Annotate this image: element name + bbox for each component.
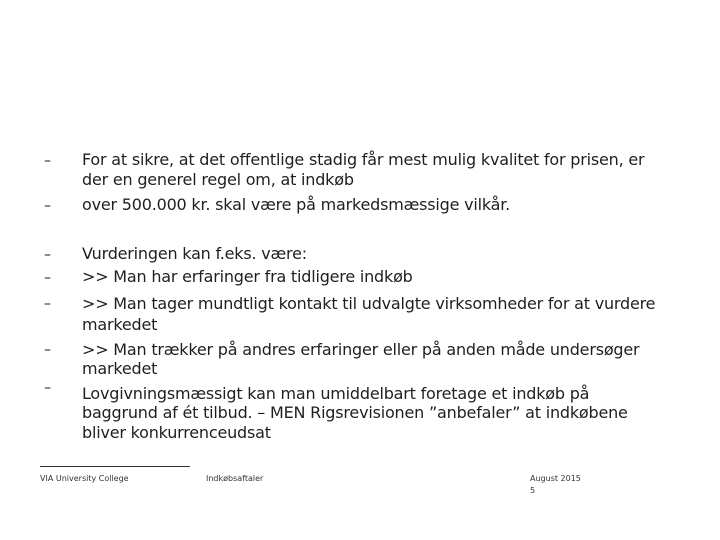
bullet-text-line: over 500.000 kr. skal være på markedsmæssige vilkår. (82, 195, 511, 214)
footer-divider (40, 466, 190, 467)
footer-page-number: 5 (530, 486, 536, 495)
bullet-text-line: markedet (82, 359, 158, 378)
footer-topic: Indkøbsaftaler (206, 474, 264, 483)
bullet-dash: – (44, 296, 51, 312)
bullet-text-line: der en generel regel om, at indkøb (82, 170, 354, 189)
bullet-text-line: markedet (82, 315, 158, 334)
footer-date: August 2015 (530, 474, 581, 483)
bullet-text-line: Vurderingen kan f.eks. være: (82, 244, 307, 263)
bullet-text-line: >> Man trækker på andres erfaringer eller på anden måde undersøger (82, 340, 640, 359)
footer-institution: VIA University College (40, 474, 129, 483)
bullet-text-line: bliver konkurrenceudsat (82, 423, 271, 442)
bullet-text-line: For at sikre, at det offentlige stadig får mest mulig kvalitet for prisen, er (82, 150, 645, 169)
bullet-dash: – (44, 380, 51, 396)
bullet-text-line: baggrund af ét tilbud. – MEN Rigsrevisionen ”anbefaler” at indkøbene (82, 403, 628, 422)
bullet-text-line: Lovgivningsmæssigt kan man umiddelbart foretage et indkøb på (82, 384, 590, 403)
bullet-dash: – (44, 342, 51, 358)
bullet-dash: – (44, 198, 51, 214)
bullet-text-line: >> Man tager mundtligt kontakt til udvalgte virksomheder for at vurdere (82, 294, 656, 313)
bullet-dash: – (44, 153, 51, 169)
bullet-text-line: >> Man har erfaringer fra tidligere indkøb (82, 267, 413, 286)
bullet-dash: – (44, 270, 51, 286)
bullet-dash: – (44, 247, 51, 263)
